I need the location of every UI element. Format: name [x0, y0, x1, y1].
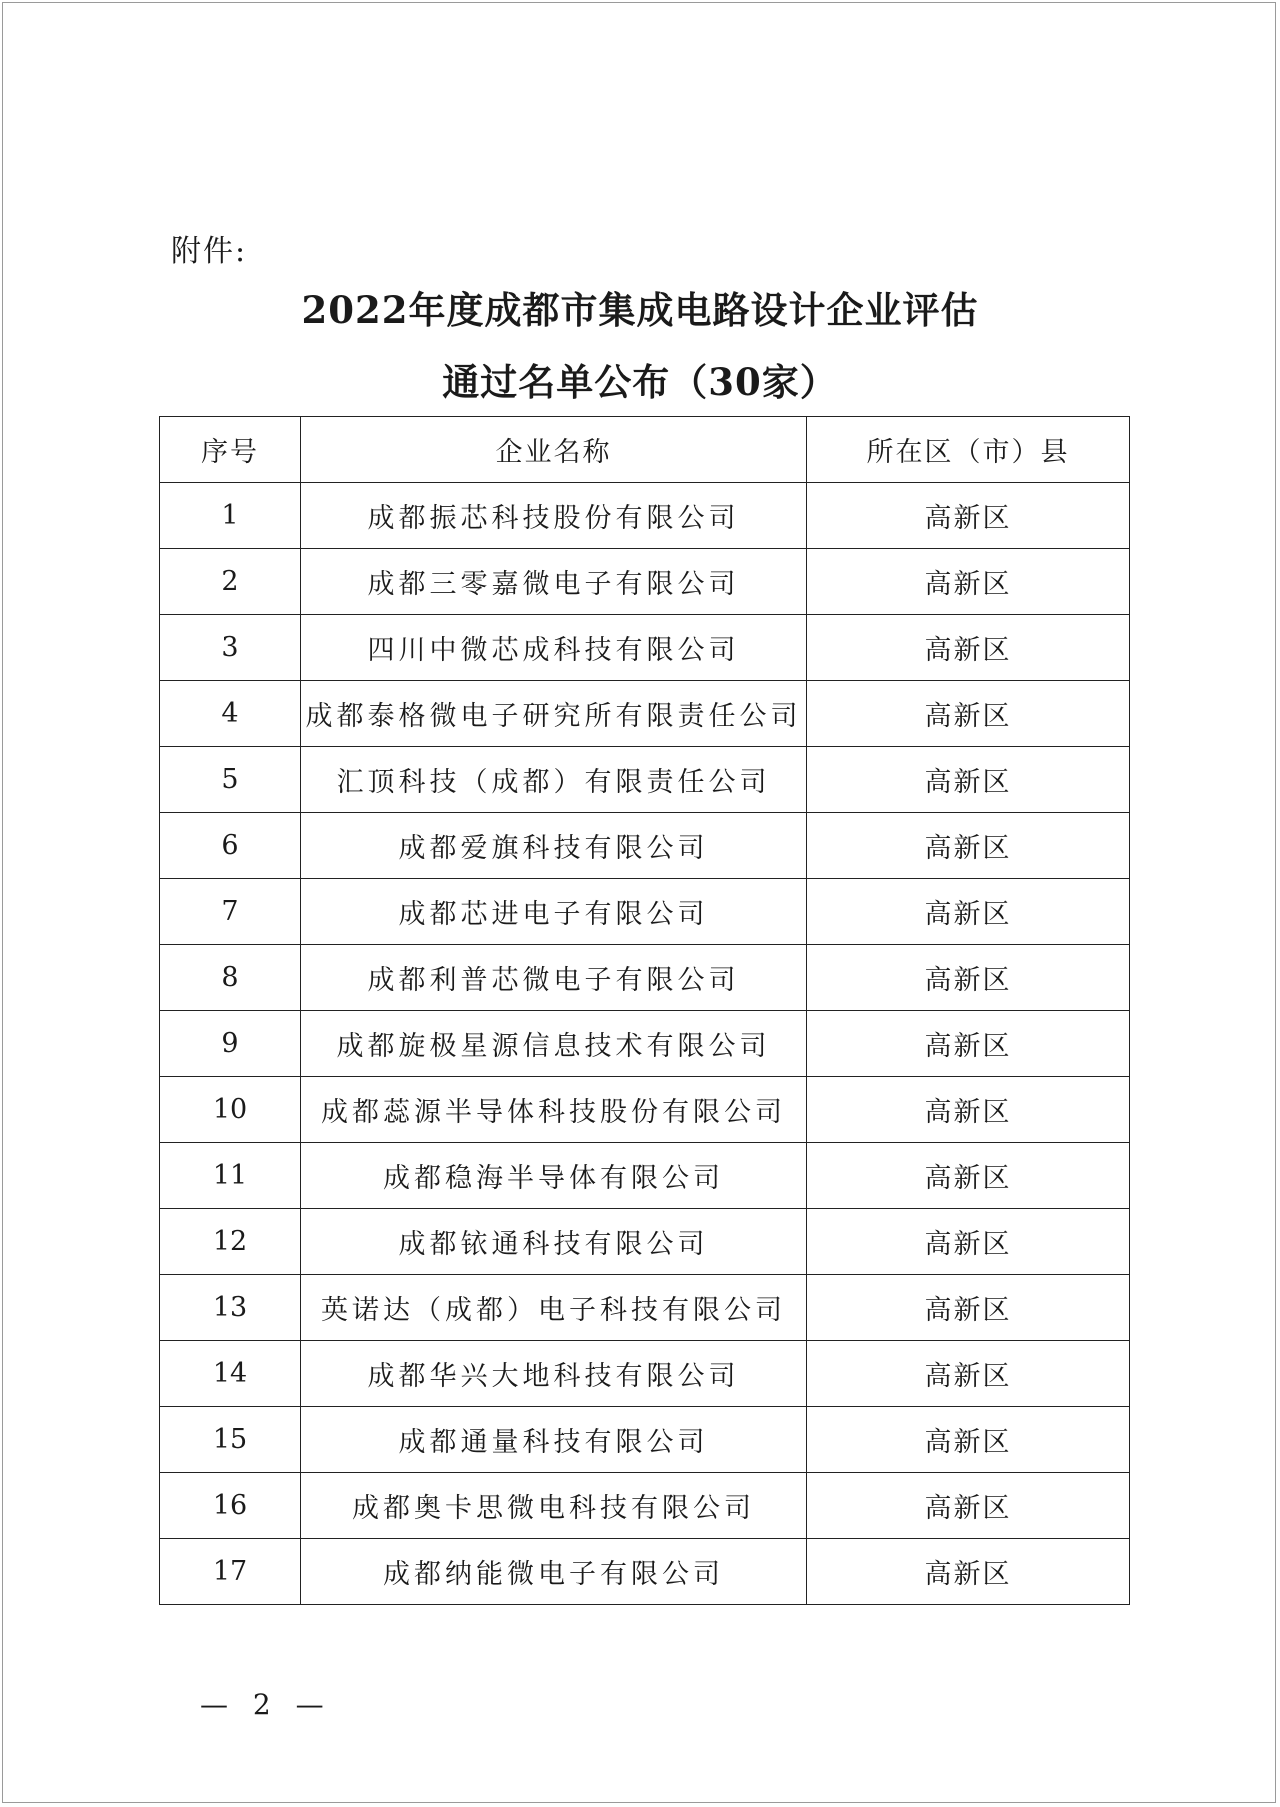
district: 高新区: [807, 747, 1130, 813]
company-name: 成都泰格微电子研究所有限责任公司: [301, 681, 807, 747]
row-index: 11: [160, 1143, 301, 1209]
row-index: 14: [160, 1341, 301, 1407]
table-row: [160, 1539, 1130, 1605]
company-name: 四川中微芯成科技有限公司: [301, 615, 807, 681]
header-index: 序号: [160, 417, 301, 483]
district: 高新区: [807, 1077, 1130, 1143]
table-row: [160, 1011, 1130, 1077]
district: 高新区: [807, 1275, 1130, 1341]
row-index: 5: [160, 747, 301, 813]
document-title-line-1: 2022年度成都市集成电路设计企业评估: [301, 288, 979, 332]
row-index: 17: [160, 1539, 301, 1605]
district: 高新区: [807, 483, 1130, 549]
table-row: [160, 681, 1130, 747]
table-row: [160, 483, 1130, 549]
row-index: 10: [160, 1077, 301, 1143]
district: 高新区: [807, 879, 1130, 945]
row-index: 6: [160, 813, 301, 879]
district: 高新区: [807, 945, 1130, 1011]
row-index: 3: [160, 615, 301, 681]
company-list-table: [159, 416, 1130, 1605]
document-title-line-2: 通过名单公布（30家）: [442, 360, 838, 404]
company-name: 成都三零嘉微电子有限公司: [301, 549, 807, 615]
row-index: 4: [160, 681, 301, 747]
page-number: — 2 —: [200, 1688, 332, 1721]
district: 高新区: [807, 1341, 1130, 1407]
table-row: [160, 1077, 1130, 1143]
district: 高新区: [807, 615, 1130, 681]
company-name: 汇顶科技（成都）有限责任公司: [301, 747, 807, 813]
company-name: 成都蕊源半导体科技股份有限公司: [301, 1077, 807, 1143]
table-row: [160, 549, 1130, 615]
row-index: 8: [160, 945, 301, 1011]
company-name: 成都纳能微电子有限公司: [301, 1539, 807, 1605]
row-index: 15: [160, 1407, 301, 1473]
table-row: [160, 747, 1130, 813]
row-index: 16: [160, 1473, 301, 1539]
company-name: 成都振芯科技股份有限公司: [301, 483, 807, 549]
company-name: 成都华兴大地科技有限公司: [301, 1341, 807, 1407]
district: 高新区: [807, 1539, 1130, 1605]
company-name: 成都奥卡思微电科技有限公司: [301, 1473, 807, 1539]
company-name: 成都芯进电子有限公司: [301, 879, 807, 945]
company-name: 成都爱旗科技有限公司: [301, 813, 807, 879]
district: 高新区: [807, 549, 1130, 615]
company-name: 成都稳海半导体有限公司: [301, 1143, 807, 1209]
district: 高新区: [807, 1473, 1130, 1539]
table-row: [160, 1275, 1130, 1341]
district: 高新区: [807, 1407, 1130, 1473]
company-name: 成都铱通科技有限公司: [301, 1209, 807, 1275]
table-row: [160, 879, 1130, 945]
row-index: 13: [160, 1275, 301, 1341]
table-row: [160, 1407, 1130, 1473]
table-row: [160, 1341, 1130, 1407]
district: 高新区: [807, 1143, 1130, 1209]
table-row: [160, 813, 1130, 879]
table-row: [160, 1143, 1130, 1209]
header-district: 所在区（市）县: [807, 417, 1130, 483]
row-index: 2: [160, 549, 301, 615]
row-index: 12: [160, 1209, 301, 1275]
district: 高新区: [807, 1209, 1130, 1275]
table-body: [160, 483, 1130, 1605]
table-row: [160, 1209, 1130, 1275]
district: 高新区: [807, 1011, 1130, 1077]
row-index: 1: [160, 483, 301, 549]
company-name: 成都旋极星源信息技术有限公司: [301, 1011, 807, 1077]
attachment-label: 附件:: [171, 234, 248, 269]
company-name: 英诺达（成都）电子科技有限公司: [301, 1275, 807, 1341]
table-row: [160, 1473, 1130, 1539]
district: 高新区: [807, 813, 1130, 879]
row-index: 7: [160, 879, 301, 945]
table-header-row: [160, 417, 1130, 483]
table-row: [160, 615, 1130, 681]
row-index: 9: [160, 1011, 301, 1077]
company-name: 成都利普芯微电子有限公司: [301, 945, 807, 1011]
company-name: 成都通量科技有限公司: [301, 1407, 807, 1473]
district: 高新区: [807, 681, 1130, 747]
table-row: [160, 945, 1130, 1011]
header-company-name: 企业名称: [301, 417, 807, 483]
